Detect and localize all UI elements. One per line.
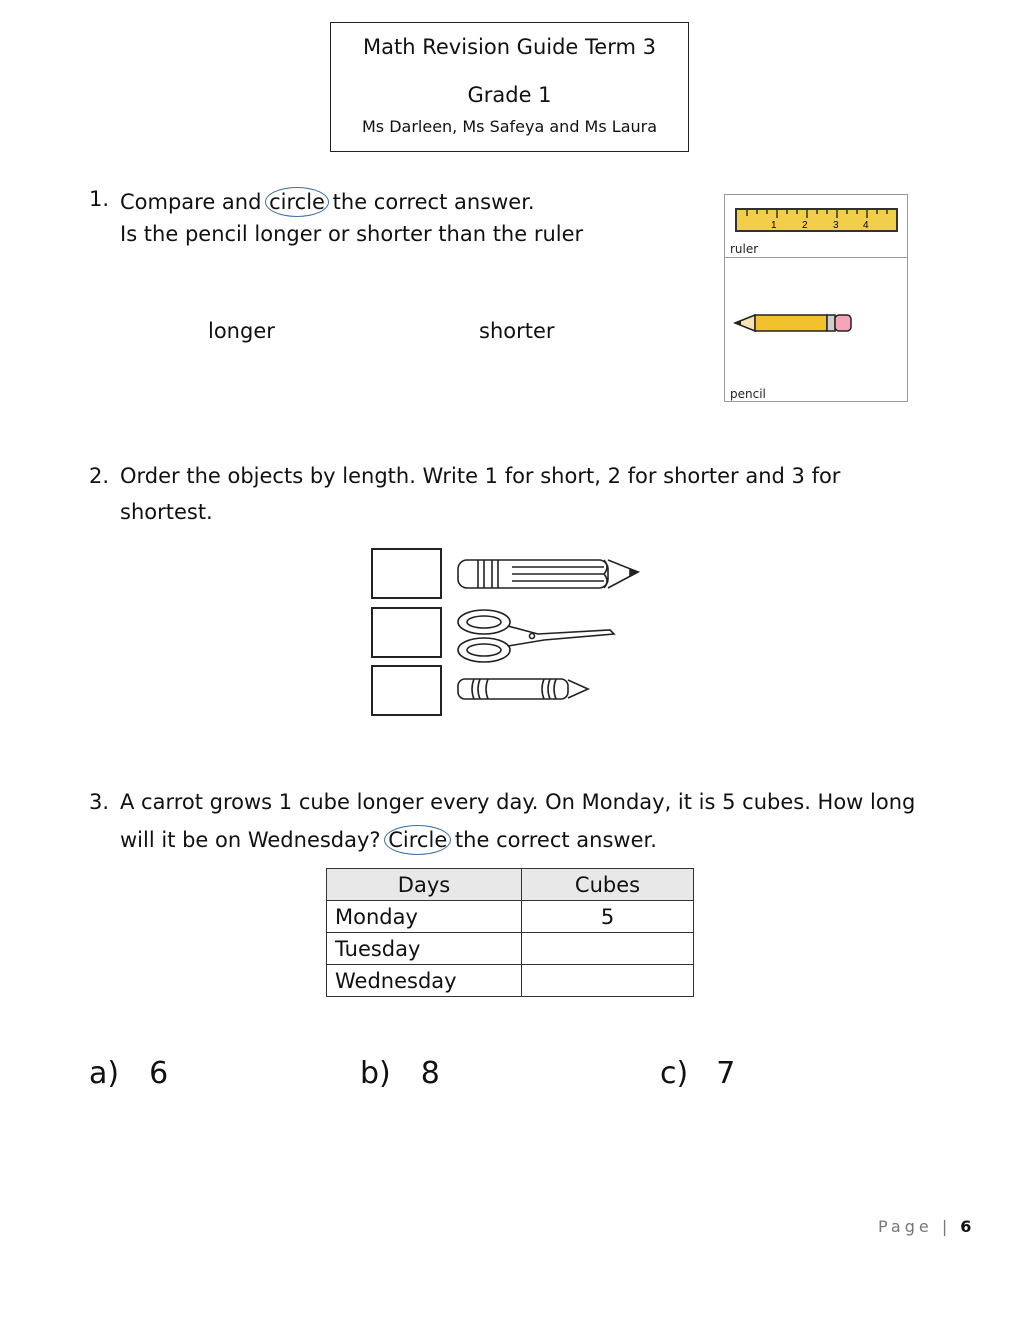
answer-a[interactable] [89,1056,168,1091]
table-header-row [327,869,694,901]
q1-choice-shorter[interactable]: shorter [479,319,555,343]
answer-a-label: a) [89,1056,120,1091]
days-cubes-table [326,868,694,997]
answer-b-label: b) [360,1056,391,1091]
q1-number: 1. [89,187,110,211]
header-box [330,22,689,152]
pencil-icon [733,311,855,335]
q1-circled-word: circle [265,187,329,217]
table-cell-day: Wednesday [327,965,522,997]
q3-line1: A carrot grows 1 cube longer every day. On Monday, it is 5 cubes. How long [120,790,916,814]
ruler-label: ruler [730,242,759,256]
page-footer: Page | 6 [878,1217,972,1236]
q3-line2-after: the correct answer. [448,828,657,852]
q2-number: 2. [89,464,110,488]
pencil-outline-icon [458,560,638,588]
pencil-label: pencil [730,387,766,401]
ruler-tick-1: 1 [771,220,777,231]
ruler-tick-3: 3 [833,220,839,231]
page-number: 6 [960,1217,972,1236]
table-cell-cubes[interactable] [522,965,694,997]
order-objects-picture [368,546,664,718]
table-row [327,901,694,933]
document-title: Math Revision Guide Term 3 [363,35,656,59]
answer-box-3 [372,666,441,715]
q3-number: 3. [89,790,110,814]
table-cell-day: Tuesday [327,933,522,965]
grade-label: Grade 1 [467,83,552,107]
answer-b-value: 8 [420,1056,440,1091]
page-word: Page [878,1217,933,1236]
answer-c-label: c) [660,1056,689,1091]
q2-line1: Order the objects by length. Write 1 for short, 2 for shorter and 3 for [120,464,841,488]
q3-circled-word: Circle [384,825,451,855]
answer-c[interactable] [660,1056,735,1091]
table-header-days: Days [327,869,522,901]
q3-line2 [120,825,657,855]
panel-divider [725,257,907,258]
answer-box-1 [372,549,441,598]
q1-choice-longer[interactable]: longer [208,319,275,343]
ruler-pencil-panel [724,194,908,402]
ruler-icon [735,207,899,233]
ruler-tick-4: 4 [863,220,869,231]
table-cell-day: Monday [327,901,522,933]
q3-line2-before: will it be on Wednesday? [120,828,388,852]
ruler-tick-2: 2 [802,220,808,231]
table-row [327,933,694,965]
q1-line1-after: the correct answer. [325,190,535,214]
answer-a-value: 6 [149,1056,169,1091]
table-row [327,965,694,997]
crayon-outline-icon [458,679,588,699]
answer-b[interactable] [360,1056,440,1091]
q1-line2: Is the pencil longer or shorter than the ruler [120,222,584,246]
table-cell-cubes: 5 [522,901,694,933]
scissors-outline-icon [458,610,614,662]
q1-line1-before: Compare and [120,190,269,214]
q1-line1 [120,187,535,217]
answer-c-value: 7 [716,1056,736,1091]
table-cell-cubes[interactable] [522,933,694,965]
answer-box-2 [372,608,441,657]
q2-line2: shortest. [120,500,213,524]
table-header-cubes: Cubes [522,869,694,901]
teachers-label: Ms Darleen, Ms Safeya and Ms Laura [361,117,658,136]
